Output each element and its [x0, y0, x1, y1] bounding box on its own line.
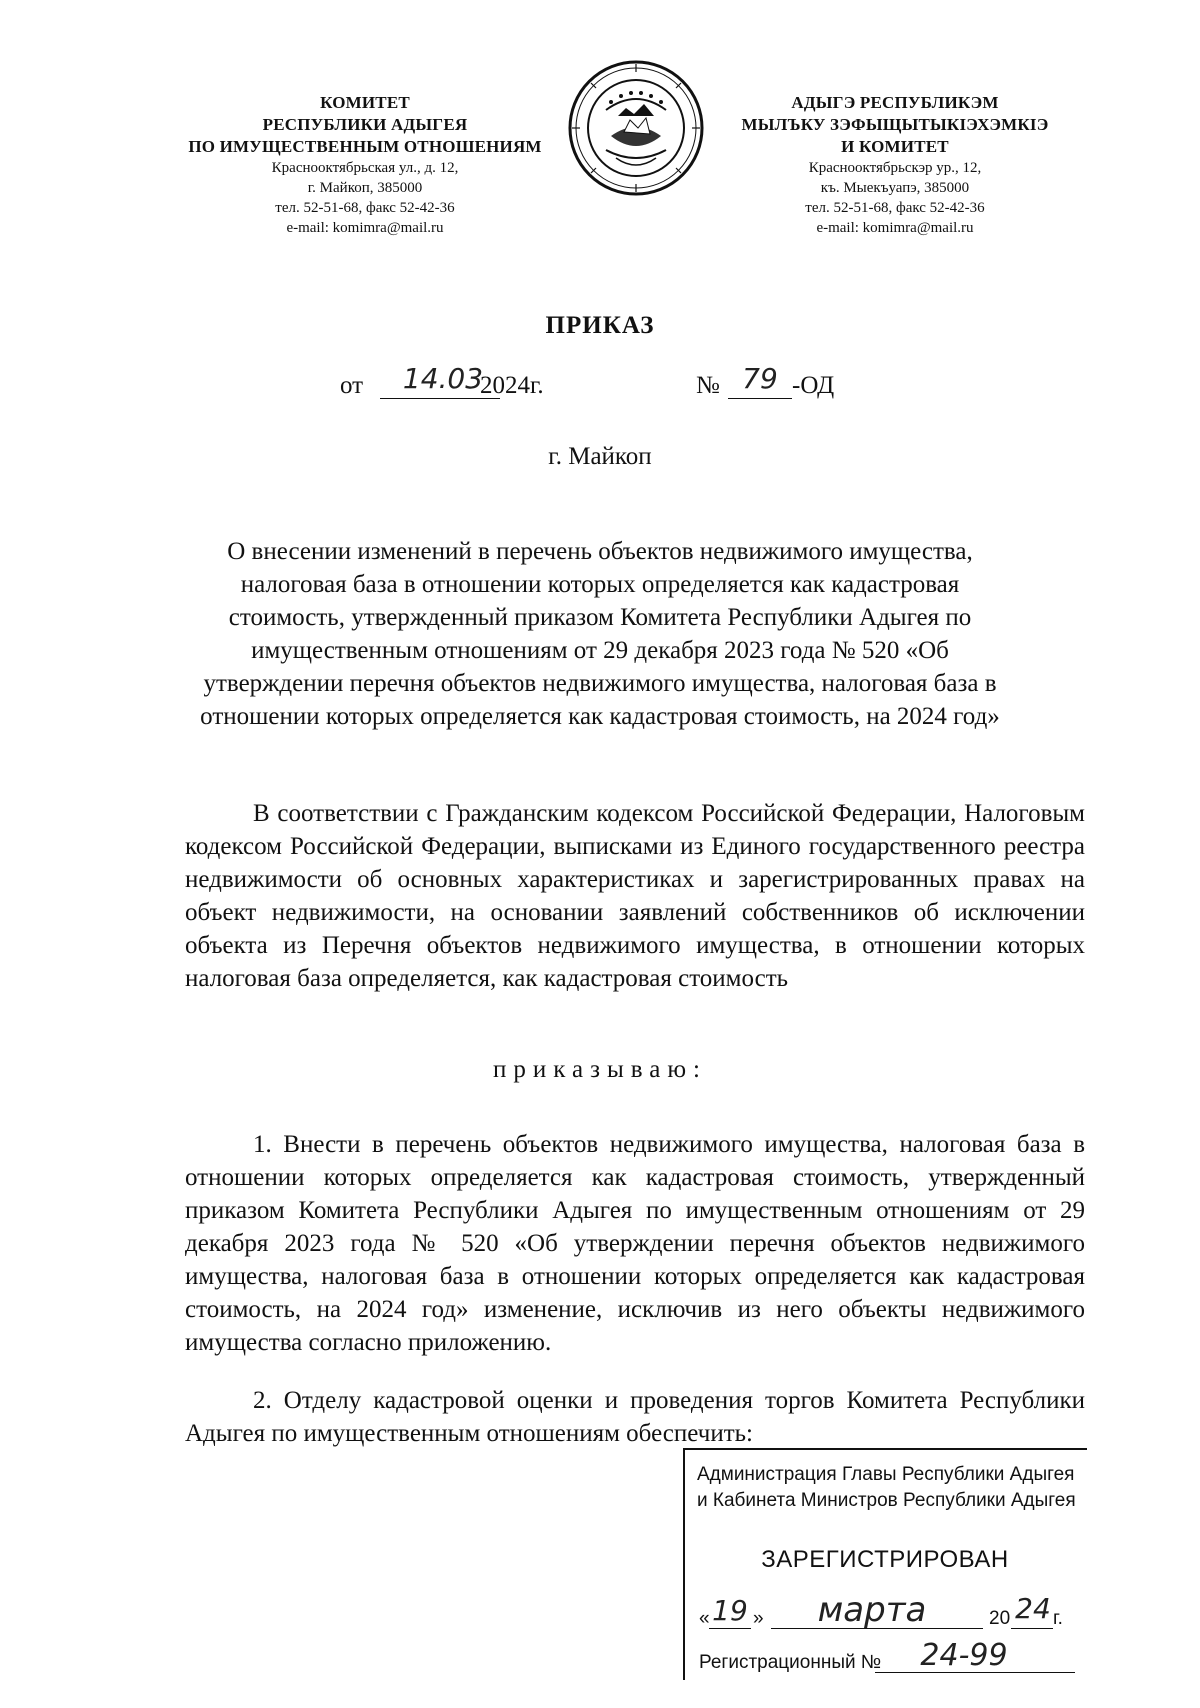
stamp-day-handwritten: 19: [712, 1594, 748, 1627]
org-name-line: РЕСПУБЛИКИ АДЫГЕЯ: [262, 115, 468, 134]
order-date-handwritten: 14.03: [402, 362, 484, 395]
email-line: e-mail: komimra@mail.ru: [816, 220, 974, 236]
stamp-admin-line: Администрация Главы Республики Адыгея: [697, 1464, 1075, 1485]
city-line: г. Майкоп: [548, 443, 652, 470]
reg-number-underline: [875, 1672, 1075, 1673]
preamble-paragraph: В соответствии с Гражданским кодексом Российской Федерации, Налоговым кодексом Российской Федерации, выписками из Единого государственного реестра недвижимости об основных характеристиках и зарегистрированных правах на объект недвижимости, на основании заявлений собственников об исключении объекта из Перечня объектов недвижимого имущества, в отношении которых налоговая база определяется, как кадастровая стоимость: [185, 800, 1085, 992]
year-underline: [1011, 1628, 1053, 1629]
org-name-line: АДЫГЭ РЕСПУБЛИКЭМ: [791, 93, 999, 112]
coat-of-arms-icon: [566, 58, 706, 198]
order-item-2: 2. Отделу кадастровой оценки и проведения торгов Комитета Республики Адыгея по имущественным отношениям обеспечить:: [185, 1387, 1085, 1447]
number-label: №: [696, 372, 720, 399]
from-label: от: [340, 372, 364, 399]
quote-open: «: [699, 1608, 710, 1629]
reg-number-handwritten: 24-99: [920, 1638, 1008, 1673]
org-name-line: И КОМИТЕТ: [841, 137, 949, 156]
org-name-line: МЫЛЪКУ ЗЭФЫЩЫТЫКІЭХЭМКІЭ: [741, 115, 1049, 134]
order-item-1: 1. Внести в перечень объектов недвижимого имущества, налоговая база в отношении которых определяется как кадастровая стоимость, утвержденный приказом Комитета Республики Адыгея по имущественным отношениям от 29 декабря 2023 года № 520 «Об утверждении перечня объектов недвижимого имущества, налоговая база в отношении которых определяется как кадастровая стоимость, на 2024 год» изменение, исключив из него объекты недвижимого имущества согласно приложению.: [185, 1131, 1085, 1356]
header-right: [705, 92, 1085, 238]
stamp-month-handwritten: марта: [817, 1590, 927, 1630]
phone-line: тел. 52-51-68, факс 52-42-36: [275, 200, 455, 216]
address-line: Краснооктябрьская ул., д. 12,: [271, 160, 459, 176]
stamp-year-suffix: г.: [1053, 1608, 1063, 1629]
header-left: [160, 92, 570, 238]
number-underline: [728, 398, 792, 399]
stamp-year-handwritten: 24: [1015, 1592, 1051, 1625]
month-underline: [771, 1628, 983, 1629]
stamp-registered-label: ЗАРЕГИСТРИРОВАН: [761, 1546, 1009, 1573]
order-number-handwritten: 79: [742, 362, 778, 395]
order-date-number-line: [340, 362, 940, 408]
stamp-year-prefix: 20: [989, 1608, 1011, 1629]
stamp-date-line: [699, 1590, 1085, 1636]
number-suffix: -ОД: [792, 372, 835, 399]
address-line: Краснооктябрьскэр ур., 12,: [808, 160, 982, 176]
org-name-line: КОМИТЕТ: [320, 93, 410, 112]
email-line: e-mail: komimra@mail.ru: [286, 220, 444, 236]
org-name-line: ПО ИМУЩЕСТВЕННЫМ ОТНОШЕНИЯМ: [188, 137, 542, 156]
year-suffix: 2024г.: [480, 372, 544, 399]
decree-word: приказываю:: [493, 1056, 707, 1083]
stamp-reg-number-line: [699, 1638, 1085, 1680]
document-title: ПРИКАЗ: [545, 312, 655, 339]
stamp-admin-line: и Кабинета Министров Республики Адыгея: [697, 1490, 1076, 1511]
address-line: къ. Мыекъуапэ, 385000: [820, 180, 970, 196]
quote-close: »: [753, 1608, 764, 1629]
address-line: г. Майкоп, 385000: [307, 180, 423, 196]
reg-number-label: Регистрационный №: [699, 1652, 882, 1673]
registration-stamp: [683, 1448, 1087, 1680]
phone-line: тел. 52-51-68, факс 52-42-36: [805, 200, 985, 216]
day-underline: [709, 1628, 751, 1629]
order-subject: О внесении изменений в перечень объектов недвижимого имущества, налоговая база в отношении которых определяется как кадастровая стоимость, утвержденный приказом Комитета Республики Адыгея по имущественным отношениям от 29 декабря 2023 года № 520 «Об утверждении перечня объектов недвижимого имущества, налоговая база в отношении которых определяется как кадастровая стоимость, на 2024 год»: [200, 538, 1000, 730]
stamp-admin: [697, 1462, 1077, 1514]
